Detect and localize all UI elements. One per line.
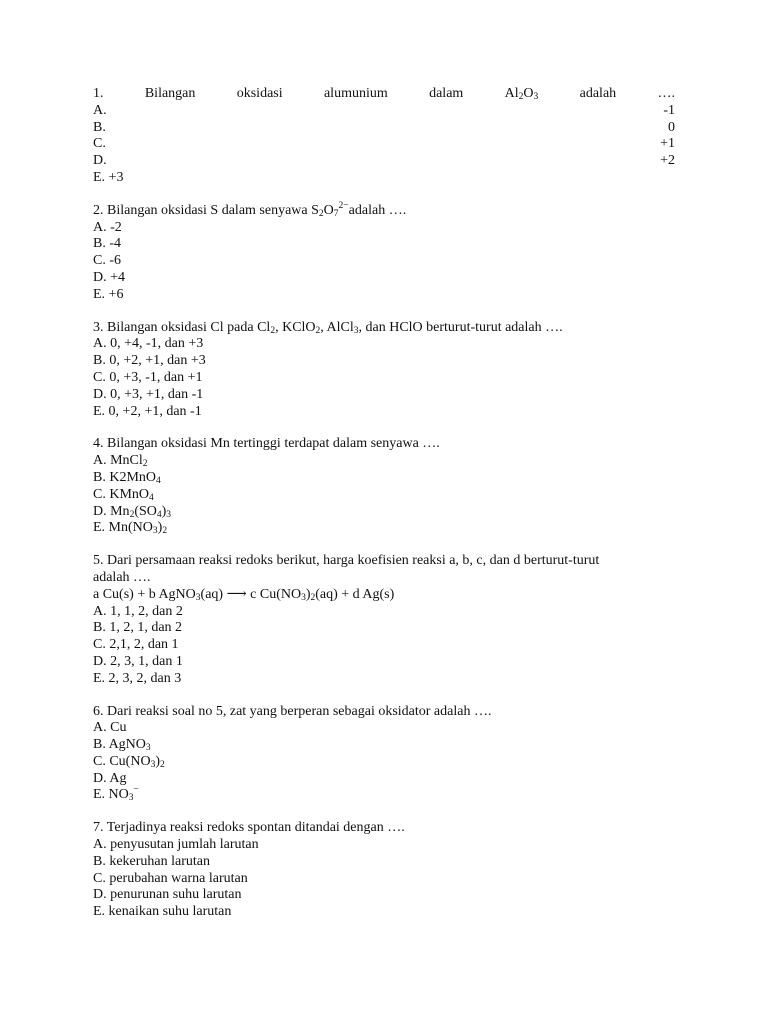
q7-option-d: D. penurunan suhu larutan	[93, 887, 242, 903]
q2-option-a: A. -2	[93, 219, 122, 235]
q6-option-a: A. Cu	[93, 720, 127, 736]
q7-option-e: E. kenaikan suhu larutan	[93, 904, 232, 920]
q6-option-b: B. AgNO$_3$	[93, 737, 151, 754]
q3-option-a: A. 0, +4, -1, dan +3	[93, 336, 204, 352]
q3-option-d: D. 0, +3, +1, dan -1	[93, 386, 204, 402]
q6-option-c: C. $Cu(NO_3)_2$	[93, 753, 165, 770]
q1-option-a: A. -1	[93, 102, 675, 118]
q2-option-c: C. -6	[93, 253, 121, 269]
q1-word-adalah: adalah	[579, 86, 617, 101]
question-list	[93, 86, 675, 937]
q3-option-e: E. 0, +2, +1, dan -1	[93, 403, 202, 419]
q4-option-a: A. MnCl$_2$	[93, 453, 148, 470]
question-3-text: 3. Bilangan oksidasi Cl pada $Cl_2$, KClO$_2$, AlCl$_3$, dan HClO berturut-turut adalah ….	[93, 319, 563, 336]
q1-word-alumunium: alumunium	[323, 86, 388, 101]
question-6	[93, 704, 675, 805]
q1-word-dalam: dalam	[429, 86, 464, 101]
q1-option-b: B. 0	[93, 119, 675, 135]
q2-option-b: B. -4	[93, 236, 121, 252]
q4-option-d: D. $Mn_2(SO_4)_3$	[93, 503, 172, 520]
q7-option-a: A. penyusutan jumlah larutan	[93, 837, 259, 853]
q4-option-b: B. K2MnO$_4$	[93, 469, 161, 486]
question-7	[93, 820, 675, 921]
question-5-text-line-2: adalah ….	[93, 569, 151, 585]
question-7-text: 7. Terjadinya reaksi redoks spontan ditandai dengan ….	[93, 820, 405, 836]
q5-option-d: D. 2, 3, 1, dan 1	[93, 653, 183, 669]
question-1	[93, 86, 675, 187]
q1-option-c: C. +1	[93, 136, 675, 152]
q1-option-d: D. +2	[93, 153, 675, 169]
q1-word-oksidasi: oksidasi	[236, 86, 283, 101]
q2-option-d: D. +4	[93, 269, 126, 285]
q1-formula: $Al_2O_3$	[504, 86, 539, 102]
q3-option-c: C. 0, +3, -1, dan +1	[93, 369, 203, 385]
q3-option-b: B. 0, +2, +1, dan +3	[93, 353, 206, 369]
q6-option-e: E. $NO_3^-$	[93, 785, 139, 804]
q1-option-e: E. +3	[93, 169, 124, 185]
q7-option-c: C. perubahan warna larutan	[93, 870, 248, 886]
question-1-text	[93, 86, 675, 103]
question-5-text-line-1: 5. Dari persamaan reaksi redoks berikut, harga koefisien reaksi a, b, c, dan d berturut-turut	[93, 553, 600, 569]
question-2-text: 2. Bilangan oksidasi S dalam senyawa $S_2O_7^{2-}adalah$ ….	[93, 200, 407, 219]
question-4-text: 4. Bilangan oksidasi Mn tertinggi terdapat dalam senyawa ….	[93, 436, 440, 452]
q4-option-c: C. KMnO$_4$	[93, 486, 154, 503]
question-4	[93, 436, 675, 537]
question-6-text: 6. Dari reaksi soal no 5, zat yang berperan sebagai oksidator adalah ….	[93, 703, 492, 719]
q5-option-c: C. 2,1, 2, dan 1	[93, 637, 179, 653]
q2-option-e: E. +6	[93, 286, 124, 302]
q5-option-a: A. 1, 1, 2, dan 2	[93, 603, 183, 619]
question-2	[93, 200, 675, 304]
question-3	[93, 320, 675, 421]
q6-option-d: D. Ag	[93, 770, 127, 786]
q1-word-bilangan: Bilangan	[144, 86, 196, 101]
q5-option-b: B. 1, 2, 1, dan 2	[93, 620, 183, 636]
q1-number: 1.	[93, 86, 104, 101]
question-5	[93, 553, 675, 687]
q4-option-e: E. $Mn(NO_3)_2$	[93, 520, 168, 537]
q1-dots: ….	[657, 86, 675, 101]
q5-equation: a Cu(s) + b AgNO$_3$(aq) ⟶ c $Cu(NO_3)_2(aq) + d$ Ag(s)	[93, 586, 395, 603]
q5-option-e: E. 2, 3, 2, dan 3	[93, 670, 182, 686]
q7-option-b: B. kekeruhan larutan	[93, 853, 211, 869]
